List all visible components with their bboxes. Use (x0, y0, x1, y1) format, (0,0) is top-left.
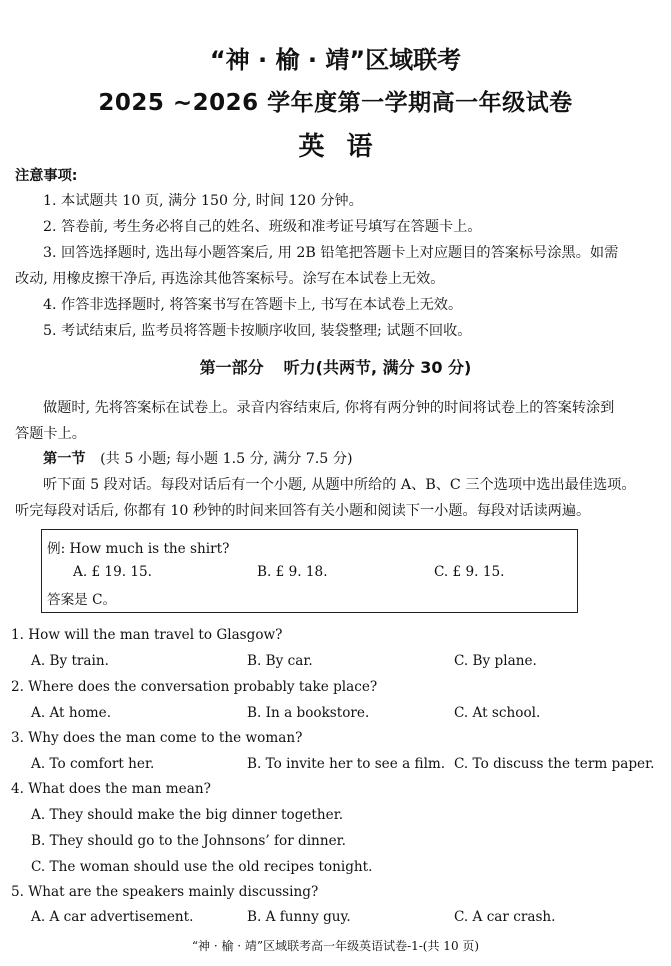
section1-detail: (共 5 小题; 每小题 1.5 分, 满分 7.5 分) (100, 451, 353, 467)
question-3: 3. Why does the man come to the woman? (11, 730, 303, 746)
note-item: 改动, 用橡皮擦干净后, 再选涂其他答案标号。涂写在本试卷上无效。 (15, 271, 445, 287)
section1-instructions: 听完每段对话后, 你都有 10 秒钟的时间来回答有关小题和阅读下一小题。每段对话读两遍。 (15, 503, 591, 519)
part1-label: 第一部分 (199, 358, 264, 377)
part1-intro: 做题时, 先将答案标在试卷上。录音内容结束后, 你将有两分钟的时间将试卷上的答案转涂到 (43, 400, 615, 416)
notes-heading: 注意事项: (15, 168, 78, 184)
part1-title (0, 355, 671, 378)
question-option: C. The woman should use the old recipes tonight. (31, 859, 373, 875)
exam-title: “神 · 榆 · 靖”区域联考 (209, 46, 462, 74)
note-item: 2. 答卷前, 考生务必将自己的姓名、班级和准考证号填写在答题卡上。 (43, 219, 482, 235)
example-option: B. £ 9. 18. (257, 564, 328, 580)
exam-subtitle: 2025 ~2026 学年度第一学期高一年级试卷 (98, 90, 573, 116)
section1-label: 第一节 (43, 451, 86, 467)
example-answer: 答案是 C。 (47, 592, 117, 608)
question-1: 1. How will the man travel to Glasgow? (11, 627, 283, 643)
question-option: C. To discuss the term paper. (454, 756, 655, 772)
page-footer: “神 · 榆 · 靖”区域联考高一年级英语试卷-1-(共 10 页) (191, 939, 480, 953)
section1-header (43, 448, 353, 468)
question-2: 2. Where does the conversation probably take place? (11, 679, 378, 695)
note-item: 1. 本试题共 10 页, 满分 150 分, 时间 120 分钟。 (43, 193, 363, 209)
question-option: C. A car crash. (454, 909, 556, 925)
question-4: 4. What does the man mean? (11, 781, 211, 797)
question-option: B. A funny guy. (247, 909, 351, 925)
question-option: B. In a bookstore. (247, 705, 370, 721)
subject-title: 英语 (298, 132, 395, 162)
question-option: A. At home. (31, 705, 112, 721)
example-option: A. £ 19. 15. (73, 564, 152, 580)
question-option: B. They should go to the Johnsons’ for dinner. (31, 833, 346, 849)
example-question: 例: How much is the shirt? (47, 541, 230, 557)
example-option: C. £ 9. 15. (434, 564, 505, 580)
question-option: B. By car. (247, 653, 313, 669)
note-item: 5. 考试结束后, 监考员将答题卡按顺序收回, 装袋整理; 试题不回收。 (43, 323, 472, 339)
part1-heading: 听力(共两节, 满分 30 分) (283, 358, 472, 377)
question-option: A. They should make the big dinner together. (31, 807, 344, 823)
section1-instructions: 听下面 5 段对话。每段对话后有一个小题, 从题中所给的 A、B、C 三个选项中选出最佳选项。 (43, 477, 636, 493)
question-option: A. To comfort her. (31, 756, 155, 772)
note-item: 4. 作答非选择题时, 将答案书写在答题卡上, 书写在本试卷上无效。 (43, 297, 463, 313)
question-option: B. To invite her to see a film. (247, 756, 446, 772)
question-option: C. At school. (454, 705, 541, 721)
note-item: 3. 回答选择题时, 选出每小题答案后, 用 2B 铅笔把答题卡上对应题目的答案标号涂黑。如需 (43, 245, 619, 261)
question-option: A. By train. (31, 653, 109, 669)
question-option: C. By plane. (454, 653, 537, 669)
question-5: 5. What are the speakers mainly discussing? (11, 884, 319, 900)
question-option: A. A car advertisement. (31, 909, 194, 925)
part1-intro: 答题卡上。 (15, 426, 86, 442)
